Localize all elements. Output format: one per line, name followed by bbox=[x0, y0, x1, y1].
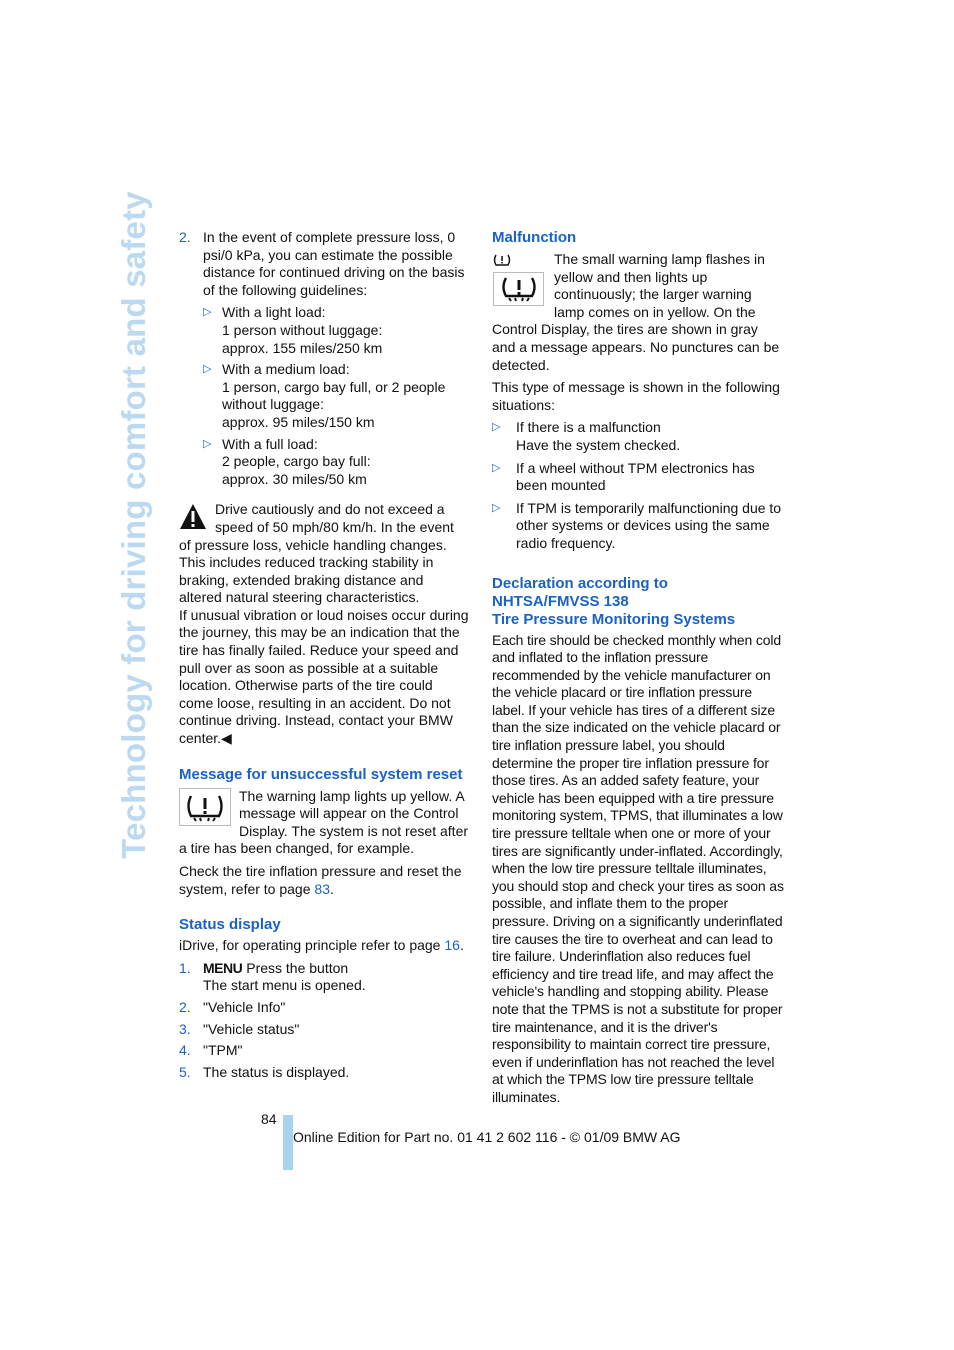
triangle-bullet-icon: ▷ bbox=[492, 461, 501, 474]
heading-declaration: Declaration according to NHTSA/FMVSS 138 Tire Pressure Monitoring Systems bbox=[492, 574, 736, 628]
step-2: 2. In the event of complete pressure loss, 0 psi/0 kPa, you can estimate the possible distance for continued driving on the basis of the following guidelines: bbox=[179, 229, 465, 298]
declaration-text: Each tire should be checked monthly when cold and inflated to the inflation pressure recommended by the vehicle manufacturer on the vehicle placard or tire inflation pressure label. If your vehicle has tires of a different size than the size indicated on the vehicle placard or tire inflation pressure label, you should determine the proper tire inflation pressure for those tires. As an added safety feature, your vehicle has been equipped with a tire pressure monitoring system, TPMS, that illuminates a low tire pressure telltale when one or more of your tires are significantly under-inflated. Accordingly, when the low tire pressure telltale illuminates, you should stop and check your tires as soon as possible, and inflate them to the proper pressure. Driving on a significantly underinflated tire causes the tire to overheat and can lead to tire failure. Underinflation also reduces fuel efficiency and tire tread life, and may affect the vehicle's handling and stopping ability. Please note that the TPMS is not a substitute for proper tire maintenance, and it is the driver's responsibility to maintain correct tire pressure, even if underinflation has not reached the level at which the TPMS low tire pressure telltale illuminates. bbox=[492, 631, 784, 1105]
heading-unsuccessful-reset: Message for unsuccessful system reset bbox=[179, 765, 463, 783]
heading-status-display: Status display bbox=[179, 916, 281, 934]
triangle-bullet-icon: ▷ bbox=[492, 501, 501, 514]
status-step-3: 3. "Vehicle status" bbox=[179, 1020, 300, 1037]
status-step-4: 4. "TPM" bbox=[179, 1042, 243, 1059]
end-mark-icon: ◀ bbox=[221, 730, 232, 747]
bullet-item: ▷ If there is a malfunction Have the system checked. bbox=[492, 419, 681, 453]
heading-malfunction: Malfunction bbox=[492, 229, 577, 246]
menu-button-icon: MENU bbox=[203, 959, 243, 976]
footer-bar bbox=[283, 1115, 293, 1170]
malfunction-block: The small warning lamp flashes in yellow and then lights up continuously; the larger warning lamp comes on in yellow. On the Control Display, the tires are shown in gray and a message appears. No punctures can be detected. bbox=[492, 251, 780, 373]
status-step-2: 2. "Vehicle Info" bbox=[179, 998, 286, 1015]
status-step-5: 5. The status is displayed. bbox=[179, 1063, 350, 1080]
tire-pressure-warning-icon bbox=[179, 788, 231, 831]
warning-triangle-icon bbox=[179, 503, 207, 536]
triangle-bullet-icon: ▷ bbox=[203, 363, 212, 376]
warning-note: Drive cautiously and do not exceed a speed of 50 mph/80 km/h. In the event of pressure loss, vehicle handling changes. This includes reduced tracking stability in braking, extended braking distance and altered natural steering characteristics. If unusual vibration or loud noises occur during the journey, this may be an indication that the tire has finally failed. Reduce your speed and pull over as soon as possible at a suitable location. Otherwise parts of the tire could come loose, resulting in an accident. Do not continue driving. Instead, contact your BMW center.◀ bbox=[179, 501, 469, 747]
page-link-16[interactable]: 16 bbox=[444, 937, 460, 954]
tire-pressure-lamp-icons bbox=[492, 251, 546, 312]
triangle-bullet-icon: ▷ bbox=[203, 306, 212, 319]
bullet-item: ▷ If TPM is temporarily malfunctioning due to other systems or devices using the same radio frequency. bbox=[492, 499, 782, 551]
load-item: ▷ With a light load: 1 person without luggage: approx. 155 miles/250 km bbox=[203, 304, 383, 356]
idrive-text: iDrive, for operating principle refer to page 16. bbox=[179, 937, 464, 954]
bullet-item: ▷ If a wheel without TPM electronics has been mounted bbox=[492, 459, 755, 494]
triangle-bullet-icon: ▷ bbox=[203, 437, 212, 450]
check-pressure-text: Check the tire inflation pressure and reset the system, refer to page 83. bbox=[179, 863, 462, 897]
page-number: 84 bbox=[261, 1111, 277, 1127]
load-item: ▷ With a medium load: 1 person, cargo bay full, or 2 people without luggage: approx. 95 miles/150 km bbox=[203, 361, 446, 430]
right-column: Malfunction The small warning lamp flashes in yellow and then lights up continuously; the larger warning lamp comes on in yellow. On the Control Display, the tires are shown in gray and a message appears. No punctures can be detected. This type of message is shown in the following situations: ▷ If there is a malfunction Have the system checked. ▷ If a wheel without TPM electronics has been mounted ▷ If TPM is temporarily malfunctioning due to other systems or devices using the same radio frequency. Declaration according to NHTSA/FMVSS 138 Tire Pressure Monitoring Systems Each tire should be checked monthly when cold and inflated to the inflation pressure recommended by the vehicle manufacturer on the vehicle placard or tire inflation pressure label. If your vehicle has tires of a different size than the size indicated on the vehicle placard or tire inflation pressure label, you should determine the proper tire inflation pressure for those tires. As an added safety feature, your vehicle has been equipped with a tire pressure monitoring system, TPMS, that illuminates a low tire pressure telltale when one or more of your tires are significantly under-inflated. Accordingly, when the low tire pressure telltale illuminates, you should stop and check your tires as soon as possible, and inflate them to the proper pressure. Driving on a significantly underinflated tire causes the tire to overheat and can lead to tire failure. Underinflation also reduces fuel efficiency and tire tread life, and may affect the vehicle's handling and stopping ability. Please note that the TPMS is not a substitute for proper tire maintenance, and it is the driver's responsibility to maintain correct tire pressure, even if underinflation has not reached the level at which the TPMS low tire pressure telltale illuminates. bbox=[492, 229, 784, 1105]
load-item: ▷ With a full load: 2 people, cargo bay full: approx. 30 miles/50 km bbox=[203, 435, 371, 487]
side-section-title: Technology for driving comfort and safety bbox=[115, 191, 153, 859]
page-link-83[interactable]: 83 bbox=[314, 880, 330, 897]
status-step-1: 1. MENU Press the button The start menu is opened. bbox=[179, 959, 366, 994]
left-column bbox=[179, 229, 469, 1085]
unsuccess-block: The warning lamp lights up yellow. A message will appear on the Control Display. The system is not reset after a tire has been changed, for example. bbox=[179, 787, 469, 857]
triangle-bullet-icon: ▷ bbox=[492, 421, 501, 434]
footer-text: Online Edition for Part no. 01 41 2 602 116 - © 01/09 BMW AG bbox=[293, 1129, 681, 1145]
